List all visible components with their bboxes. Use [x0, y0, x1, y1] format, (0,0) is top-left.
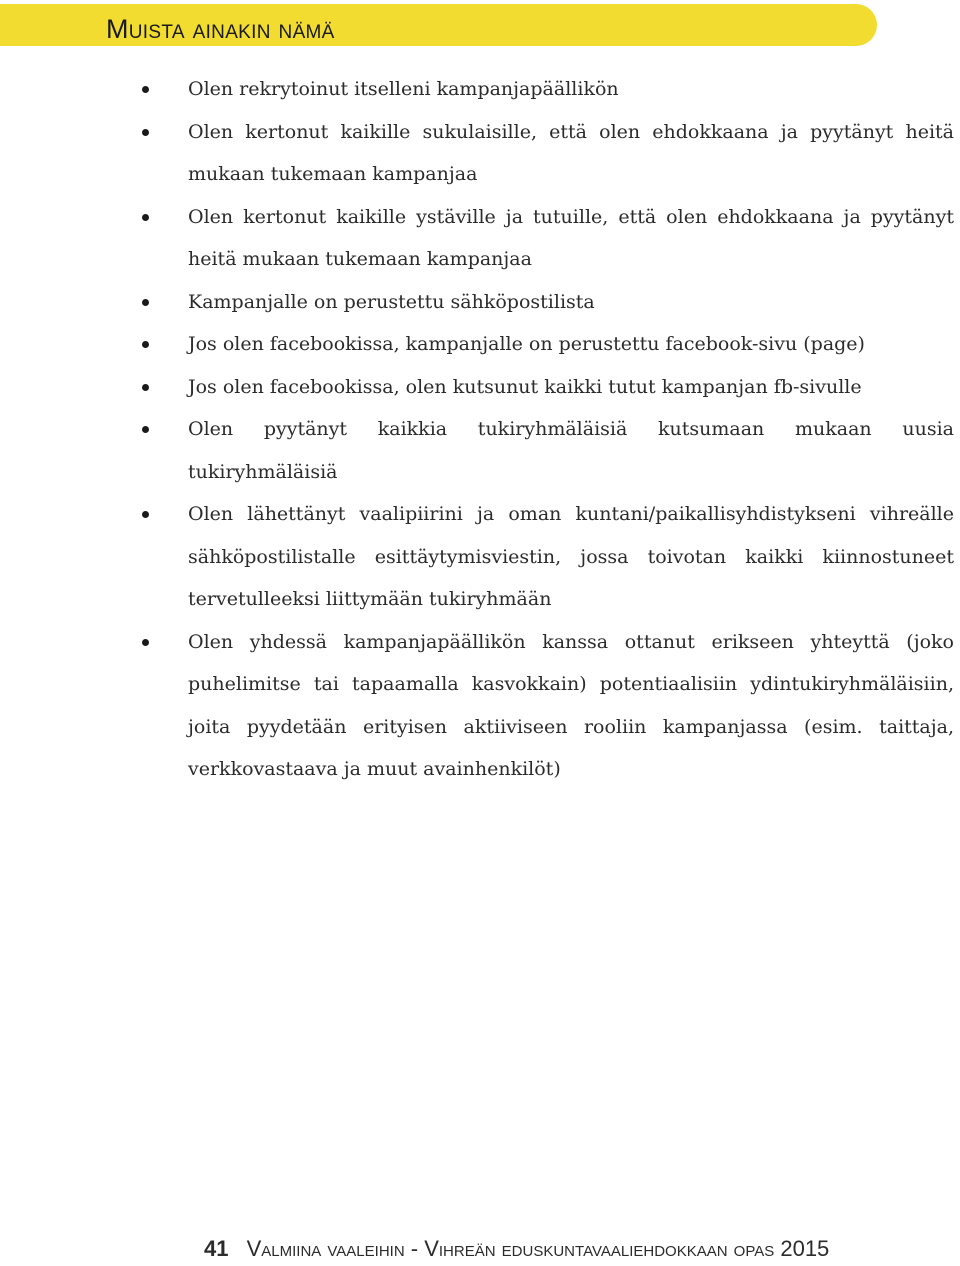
bullet-icon	[142, 299, 149, 306]
checklist-item	[0, 366, 960, 409]
section-heading: Muista ainakin nämä	[106, 14, 335, 44]
checklist-item-text: Olen pyytänyt kaikkia tukiryhmäläisiä kutsumaan mukaan uusia tukiryhmäläisiä	[188, 418, 954, 483]
bullet-icon	[142, 384, 149, 391]
bullet-icon	[142, 426, 149, 433]
checklist-item	[0, 408, 960, 493]
bullet-icon	[142, 511, 149, 518]
checklist-item	[0, 493, 960, 621]
checklist-item	[0, 323, 960, 366]
checklist-item	[0, 621, 960, 791]
bullet-icon	[142, 86, 149, 93]
checklist-item-text: Kampanjalle on perustettu sähköpostilista	[188, 290, 595, 313]
checklist-item-text: Jos olen facebookissa, kampanjalle on perustettu facebook-sivu (page)	[188, 333, 865, 355]
checklist-item	[0, 68, 960, 111]
bullet-icon	[142, 341, 149, 348]
bullet-icon	[142, 639, 149, 646]
page-number: 41	[204, 1236, 229, 1261]
checklist-item	[0, 281, 960, 324]
checklist-item	[0, 111, 960, 196]
checklist-item-text: Olen rekrytoinut itselleni kampanjapäällikön	[188, 78, 619, 100]
page-footer	[204, 1232, 829, 1266]
checklist-item	[0, 196, 960, 281]
publication-title: Valmiina vaaleihin - Vihreän eduskuntavaaliehdokkaan opas 2015	[246, 1236, 830, 1261]
section-heading-bar	[0, 4, 877, 46]
bullet-icon	[142, 129, 149, 136]
checklist-item-text: Olen yhdessä kampanjapäällikön kanssa ottanut erikseen yhteyttä (joko puhelimitse tai tapaamalla kasvokkain) potentiaalisiin ydintukiryhmäläisiin, joita pyydetään erityisen aktiiviseen rooliin kampanjassa (esim. taittaja, verkkovastaava ja muut avainhenkilöt)	[188, 630, 954, 780]
bullet-icon	[142, 214, 149, 221]
checklist-item-text: Olen kertonut kaikille ystäville ja tutuille, että olen ehdokkaana ja pyytänyt heitä mukaan tukemaan kampanjaa	[188, 205, 954, 270]
checklist-item-text: Olen kertonut kaikille sukulaisille, että olen ehdokkaana ja pyytänyt heitä mukaan tukemaan kampanjaa	[188, 120, 954, 185]
checklist-item-text: Jos olen facebookissa, olen kutsunut kaikki tutut kampanjan fb-sivulle	[188, 375, 862, 398]
checklist	[0, 68, 960, 791]
checklist-item-text: Olen lähettänyt vaalipiirini ja oman kuntani/paikallisyhdistykseni vihreälle sähköpostilistalle esittäytymisviestin, jossa toivotan kaikki kiinnostuneet tervetulleeksi liittymään tukiryhmään	[188, 503, 954, 610]
